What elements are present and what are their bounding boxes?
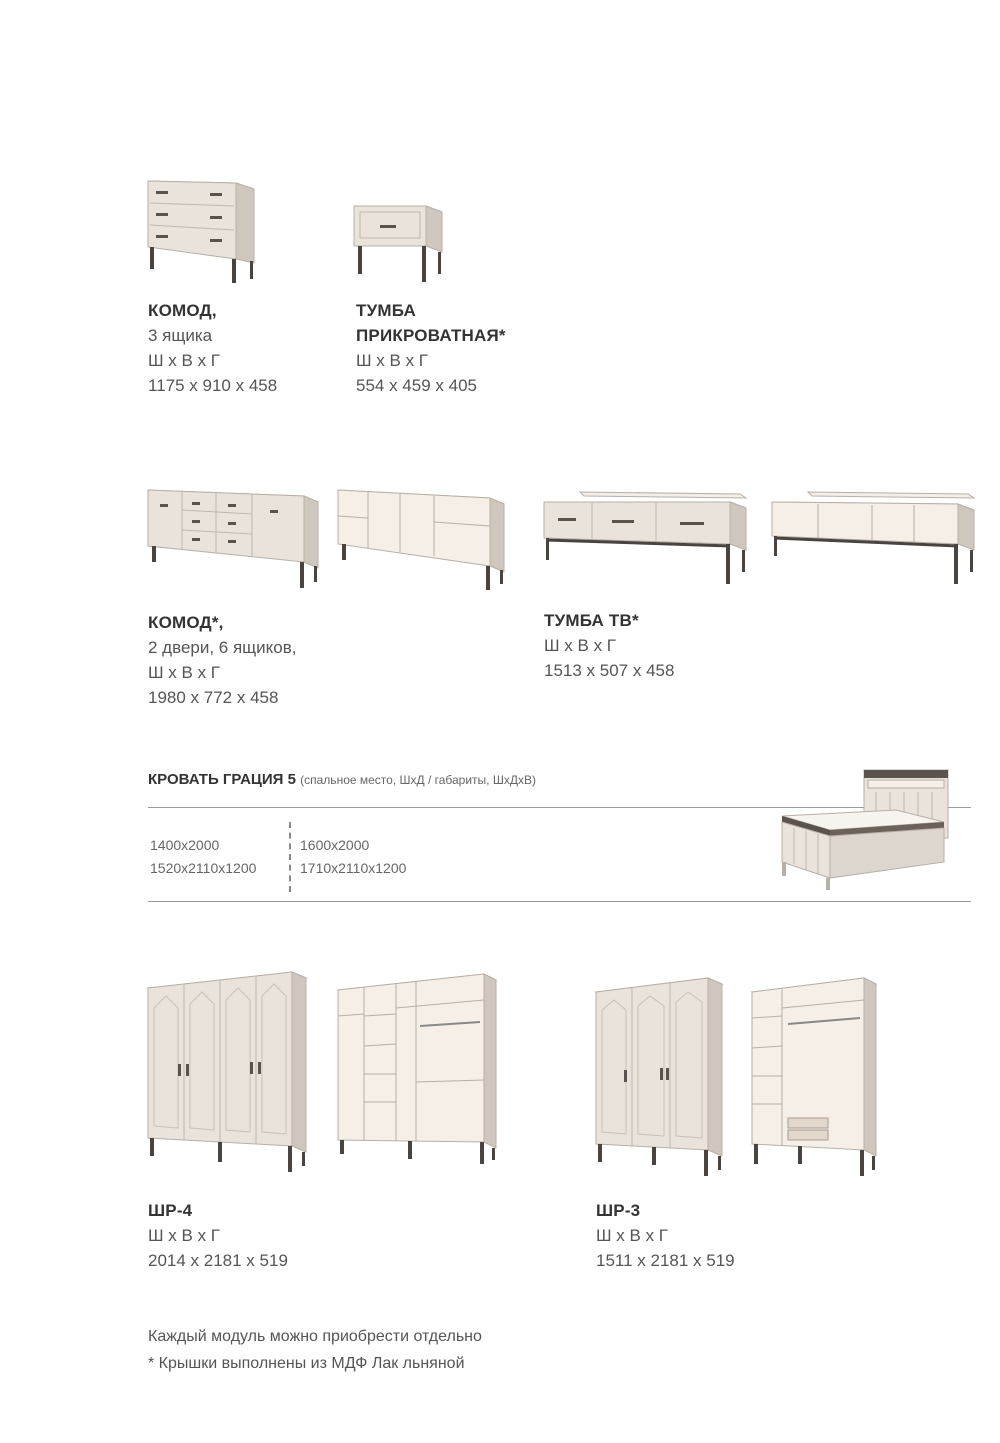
- bed-size-2-overall: 1710х2110х1200: [300, 860, 407, 876]
- shr3-dims-label: Ш х В х Г: [596, 1226, 669, 1245]
- tumba-bed-name-1: ТУМБА: [356, 301, 416, 320]
- footer-notes: [148, 1323, 748, 1377]
- wardrobe-3-doors-image: [592, 974, 728, 1186]
- shr3-dims: 1511 х 2181 х 519: [596, 1251, 735, 1270]
- bed-header: [148, 771, 768, 788]
- tumba-tv-dims: 1513 х 507 х 458: [544, 661, 675, 680]
- tumba-tv-dims-label: Ш х В х Г: [544, 636, 617, 655]
- bed-size-separator: [289, 822, 291, 892]
- nightstand-image: [350, 198, 446, 288]
- tumba-bed-dims: 554 х 459 х 405: [356, 376, 477, 395]
- komod3-name: КОМОД,: [148, 301, 217, 320]
- komod-big-dims-label: Ш х В х Г: [148, 663, 221, 682]
- komod3-dims: 1175 х 910 х 458: [148, 376, 278, 395]
- bed-title: КРОВАТЬ ГРАЦИЯ 5: [148, 771, 296, 788]
- shr4-name: ШР-4: [148, 1201, 193, 1220]
- bed-size-1-overall: 1520х2110х1200: [150, 860, 257, 876]
- shr4-dims: 2014 х 2181 х 519: [148, 1251, 288, 1270]
- shr3-name: ШР-3: [596, 1201, 641, 1220]
- wardrobe-4-doors-image: [144, 968, 310, 1184]
- sideboard-open-image: [334, 486, 506, 594]
- tv-stand-image: [540, 488, 750, 592]
- bed-size-1: [150, 834, 285, 880]
- tv-stand-open-image: [768, 488, 978, 592]
- tumba-tv-text: [544, 608, 764, 683]
- tumba-bed-name-2: ПРИКРОВАТНАЯ*: [356, 326, 506, 345]
- dresser-3-drawers-image: [144, 175, 260, 287]
- shr3-text: [596, 1198, 816, 1273]
- shr4-text: [148, 1198, 368, 1273]
- komod3-text: [148, 298, 348, 398]
- komod-big-text: [148, 610, 368, 710]
- footer-line-1: Каждый модуль можно приобрести отдельно: [148, 1328, 482, 1345]
- bed-size-2: [300, 834, 440, 880]
- tumba-bed-text: [356, 298, 556, 398]
- sideboard-image: [144, 484, 322, 594]
- komod-big-dims: 1980 х 772 х 458: [148, 688, 279, 707]
- wardrobe-4-open-image: [334, 970, 500, 1170]
- bed-image: [776, 766, 956, 894]
- komod3-desc: 3 ящика: [148, 326, 213, 345]
- tumba-tv-name: ТУМБА ТВ*: [544, 611, 639, 630]
- wardrobe-3-open-image: [748, 974, 882, 1186]
- bed-divider-bottom: [148, 901, 971, 902]
- komod-big-name: КОМОД*,: [148, 613, 224, 632]
- komod-big-desc: 2 двери, 6 ящиков,: [148, 638, 297, 657]
- tumba-bed-dims-label: Ш х В х Г: [356, 351, 429, 370]
- komod3-dims-label: Ш х В х Г: [148, 351, 221, 370]
- footer-line-2: * Крышки выполнены из МДФ Лак льняной: [148, 1355, 465, 1372]
- bed-size-2-sleep: 1600х2000: [300, 837, 370, 853]
- bed-note: (спальное место, ШхД / габариты, ШхДхВ): [300, 773, 536, 787]
- shr4-dims-label: Ш х В х Г: [148, 1226, 221, 1245]
- bed-size-1-sleep: 1400х2000: [150, 837, 220, 853]
